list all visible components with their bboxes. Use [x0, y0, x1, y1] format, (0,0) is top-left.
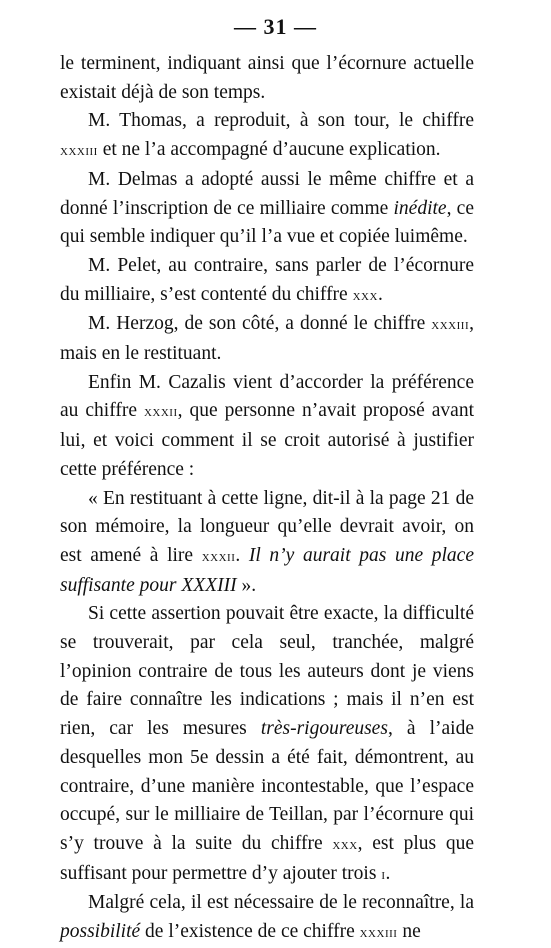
roman-numeral: xxxii	[143, 403, 178, 421]
text-run: .	[377, 283, 383, 305]
text-run: .	[385, 862, 391, 884]
page-number: — 31 —	[234, 14, 317, 39]
text-run: M. Thomas, a reproduit, à son tour, le chiffre	[88, 110, 474, 132]
text-run: « En restituant à cette ligne, dit-il à la page 21 de son mémoire, la longueur qu’elle devrait avoir, on est amené à lire	[60, 487, 474, 566]
paragraph	[60, 369, 474, 485]
roman-numeral: xxx	[332, 835, 358, 853]
text-run: Si cette assertion pouvait être exacte, la difficulté se trouverait, par cela seul, tranchée, malgré l’opinion contraire de tous les auteurs dont je viens de faire connaître les indications ; mais il n’en est rien, car les mesures	[60, 603, 474, 740]
text-run: , à l’aide desquelles mon 5e dessin a été fait, démontrent, au contraire, d’une manière incontestable, que l’espace occupé, sur le milliaire de Teillan, par l’écornure qui s’y trouve à la suite du chiffre	[60, 718, 474, 854]
roman-numeral: xxxiii	[431, 316, 470, 334]
roman-numeral: xxxii	[201, 547, 236, 565]
text-run: M. Pelet, au contraire, sans parler de l’écornure du milliaire, s’est contenté du chiffre	[60, 254, 474, 305]
text-run: Enfin M. Cazalis vient d’accorder la préférence au chiffre	[60, 371, 474, 422]
text-run: , que personne n’avait proposé avant lui, et voici comment il se croit autorisé à justifier cette préférence :	[60, 400, 474, 480]
paragraph	[60, 485, 474, 601]
italic-text: Il n’y aurait pas une place suffisante pour XXXIII	[60, 544, 474, 596]
italic-text: inédite	[393, 197, 447, 219]
paragraph	[60, 166, 474, 252]
text-run: .	[235, 544, 249, 566]
text-run: le terminent, indiquant ainsi que l’écornure actuelle existait déjà de son temps.	[60, 53, 474, 103]
text-run: ne	[397, 921, 421, 943]
paragraph	[60, 107, 474, 165]
roman-numeral: xxxiii	[60, 142, 98, 160]
text-run: M. Herzog, de son côté, a donné le chiffre	[88, 313, 432, 335]
roman-numeral: i	[381, 865, 386, 883]
text-run: ».	[236, 574, 257, 596]
roman-numeral: xxxiii	[359, 924, 398, 942]
italic-text: très-rigoureuses	[260, 718, 388, 740]
paragraph	[60, 310, 474, 368]
text-run: , mais en le restituant.	[60, 313, 474, 365]
paragraph	[60, 50, 474, 107]
text-run: et ne l’a accompagné d’aucune explication.	[97, 139, 441, 161]
roman-numeral: xxx	[352, 286, 378, 304]
paragraph	[60, 600, 474, 889]
text-run: , est plus que suffisant pour permettre d’y ajouter trois	[60, 832, 474, 884]
text-run: de l’existence de ce chiffre	[140, 921, 360, 943]
text-run: M. Delmas a adopté aussi le même chiffre et a donné l’inscription de ce milliaire comme	[60, 168, 474, 219]
italic-text: possibilité	[60, 921, 141, 943]
paragraph	[60, 889, 474, 947]
text-run: , ce qui semble indiquer qu’il l’a vue et copiée luimême.	[60, 197, 474, 248]
paragraph	[60, 252, 474, 310]
text-run: Malgré cela, il est nécessaire de le reconnaître, la	[88, 892, 474, 914]
body-text	[60, 50, 474, 948]
